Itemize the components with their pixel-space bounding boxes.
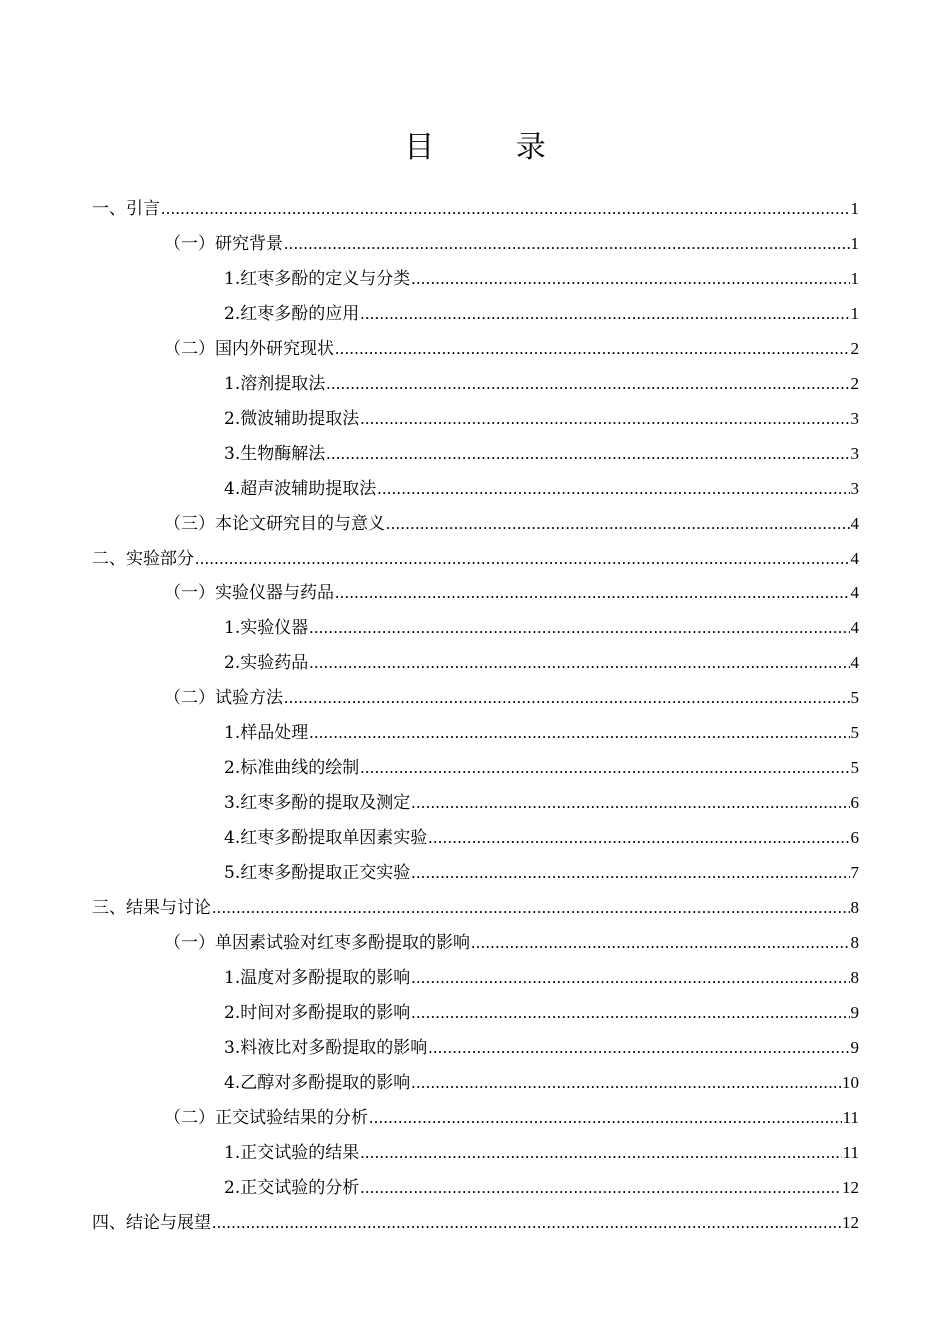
dot-leader <box>411 265 849 293</box>
toc-entry[interactable] <box>164 579 859 607</box>
toc-entry-title: 1.溶剂提取法 <box>224 373 326 394</box>
toc-entry[interactable] <box>224 859 859 887</box>
toc-entry-title: （一）单因素试验对红枣多酚提取的影响 <box>164 932 470 953</box>
toc-page-number: 2 <box>850 373 859 393</box>
toc-page-number: 11 <box>842 1142 859 1162</box>
toc-entry[interactable] <box>224 999 859 1027</box>
toc-page-number: 3 <box>850 443 859 463</box>
toc-page-number: 4 <box>850 583 859 603</box>
toc-entry-title: 一、引言 <box>92 199 160 219</box>
toc-entry-title: 1.正交试验的结果 <box>224 1142 360 1163</box>
toc-entry[interactable] <box>164 1104 859 1132</box>
toc-page-number: 10 <box>842 1072 859 1092</box>
toc-page-number: 12 <box>842 1212 859 1232</box>
toc-page-number: 7 <box>850 863 859 883</box>
dot-leader <box>411 999 849 1027</box>
toc-entry[interactable] <box>224 719 859 747</box>
page-title: 目 录 <box>404 130 582 165</box>
toc-entry-title: 4.红枣多酚提取单因素实验 <box>224 828 428 849</box>
dot-leader <box>212 894 850 922</box>
toc-entry[interactable] <box>164 684 859 712</box>
toc-entry[interactable] <box>224 1034 859 1062</box>
toc-entry[interactable] <box>224 440 859 468</box>
toc-entry-title: 2.标准曲线的绘制 <box>224 758 360 779</box>
toc-entry[interactable] <box>224 1139 859 1167</box>
toc-entry-title: 1.实验仪器 <box>224 618 309 639</box>
dot-leader <box>212 1209 841 1237</box>
toc-entry-title: 3.红枣多酚的提取及测定 <box>224 793 411 814</box>
toc-page-number: 5 <box>850 723 859 743</box>
toc-entry-title: 4.乙醇对多酚提取的影响 <box>224 1072 411 1093</box>
toc-entry-title: （二）试验方法 <box>164 688 283 709</box>
dot-leader <box>309 614 849 642</box>
toc-page-number: 3 <box>850 478 859 498</box>
toc-page-number: 6 <box>850 793 859 813</box>
dot-leader <box>360 300 849 328</box>
toc-entry[interactable] <box>164 230 859 258</box>
toc-page-number: 6 <box>850 828 859 848</box>
dot-leader <box>411 1069 841 1097</box>
toc-page-number: 2 <box>850 338 859 358</box>
toc-entry-title: （一）研究背景 <box>164 233 283 254</box>
dot-leader <box>309 719 849 747</box>
toc-entry-title: 二、实验部分 <box>92 548 194 569</box>
dot-leader <box>411 964 849 992</box>
dot-leader <box>161 195 850 223</box>
dot-leader <box>326 440 849 468</box>
toc-entry[interactable] <box>164 510 859 538</box>
toc-entry[interactable] <box>224 1069 859 1097</box>
toc-entry-title: 5.红枣多酚提取正交实验 <box>224 863 411 884</box>
toc-page-number: 1 <box>850 303 859 323</box>
dot-leader <box>377 475 849 503</box>
toc-entry[interactable] <box>92 1209 859 1237</box>
toc-entry[interactable] <box>164 929 859 957</box>
toc-page-number: 8 <box>850 967 859 987</box>
toc-entry-title: 2.红枣多酚的应用 <box>224 303 360 324</box>
toc-entry[interactable] <box>224 614 859 642</box>
toc-entry-title: 3.料液比对多酚提取的影响 <box>224 1037 428 1058</box>
toc-entry[interactable] <box>92 894 859 922</box>
toc-page-number: 1 <box>850 268 859 288</box>
toc-entry[interactable] <box>224 370 859 398</box>
toc-entry-title: 1.温度对多酚提取的影响 <box>224 967 411 988</box>
toc-entry[interactable] <box>224 824 859 852</box>
dot-leader <box>284 230 850 258</box>
toc-page-number: 1 <box>850 199 859 218</box>
toc-entry-title: 2.正交试验的分析 <box>224 1177 360 1198</box>
toc-page-number: 11 <box>842 1107 859 1127</box>
toc-entry-title: （一）实验仪器与药品 <box>164 583 334 604</box>
toc-entry-title: 4.超声波辅助提取法 <box>224 478 377 499</box>
toc-entry[interactable] <box>224 405 859 433</box>
dot-leader <box>428 1034 849 1062</box>
toc-entry[interactable] <box>92 195 859 223</box>
toc-page-number: 4 <box>850 653 859 673</box>
toc-entry-title: （二）国内外研究现状 <box>164 338 334 359</box>
toc-entry[interactable] <box>224 265 859 293</box>
toc-entry[interactable] <box>224 1174 859 1202</box>
toc-page-number: 8 <box>850 898 859 917</box>
dot-leader <box>360 754 849 782</box>
toc-entry[interactable] <box>224 754 859 782</box>
dot-leader <box>309 649 849 677</box>
toc-entry-title: 2.微波辅助提取法 <box>224 408 360 429</box>
toc-page-number: 9 <box>850 1002 859 1022</box>
toc-entry-title: 三、结果与讨论 <box>92 898 211 918</box>
dot-leader <box>369 1104 842 1132</box>
toc-page-number: 4 <box>850 548 859 568</box>
toc-entry-title: 1.样品处理 <box>224 723 309 744</box>
toc-entry-title: （三）本论文研究目的与意义 <box>164 513 385 534</box>
toc-entry-title: 2.时间对多酚提取的影响 <box>224 1002 411 1023</box>
toc-page-number: 1 <box>850 233 859 253</box>
toc-entry[interactable] <box>224 475 859 503</box>
toc-entry-title: 2.实验药品 <box>224 653 309 674</box>
dot-leader <box>360 1174 841 1202</box>
toc-entry-title: （二）正交试验结果的分析 <box>164 1107 368 1128</box>
toc-entry[interactable] <box>92 545 859 573</box>
dot-leader <box>428 824 849 852</box>
toc-entry[interactable] <box>224 300 859 328</box>
toc-page-number: 5 <box>850 688 859 708</box>
toc-page-number: 8 <box>850 932 859 952</box>
toc-entry[interactable] <box>224 964 859 992</box>
dot-leader <box>360 405 849 433</box>
toc-entry[interactable] <box>164 335 859 363</box>
toc-page-number: 3 <box>850 408 859 428</box>
toc-page-number: 9 <box>850 1037 859 1057</box>
dot-leader <box>335 579 850 607</box>
toc-entry-title: 1.红枣多酚的定义与分类 <box>224 268 411 289</box>
toc-entry[interactable] <box>224 789 859 817</box>
toc-page-number: 5 <box>850 758 859 778</box>
dot-leader <box>411 789 849 817</box>
toc-entry-title: 3.生物酶解法 <box>224 443 326 464</box>
toc-entry-title: 四、结论与展望 <box>92 1212 211 1233</box>
toc-entry[interactable] <box>224 649 859 677</box>
toc-page-number: 4 <box>850 618 859 638</box>
dot-leader <box>360 1139 841 1167</box>
dot-leader <box>411 859 849 887</box>
dot-leader <box>326 370 849 398</box>
toc-page-number: 12 <box>842 1177 859 1197</box>
dot-leader <box>471 929 850 957</box>
toc-page-number: 4 <box>850 513 859 533</box>
dot-leader <box>386 510 850 538</box>
dot-leader <box>195 545 850 573</box>
dot-leader <box>335 335 850 363</box>
dot-leader <box>284 684 850 712</box>
